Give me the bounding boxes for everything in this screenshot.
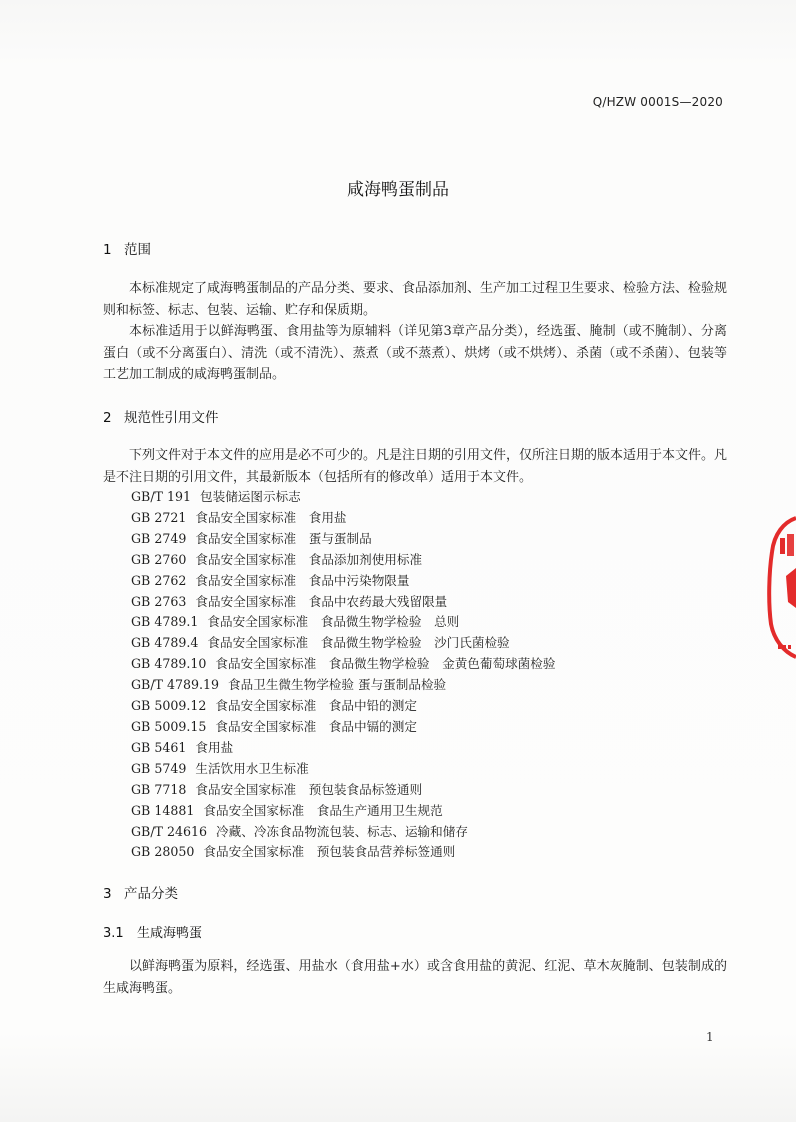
- ref-code: GB/T 24616: [131, 823, 208, 839]
- ref-code: GB 2760: [131, 551, 187, 567]
- subsection-3-1-heading: [103, 922, 202, 941]
- page-title: 咸海鸭蛋制品: [347, 180, 449, 200]
- section-number: 1: [103, 242, 112, 258]
- ref-title: 食品安全国家标准 食用盐: [195, 509, 347, 525]
- ref-title: 食品安全国家标准 食品中铅的测定: [215, 698, 417, 714]
- ref-code: GB 5749: [131, 760, 187, 776]
- ref-title: 食品安全国家标准 食品微生物学检验 沙门氏菌检验: [207, 635, 510, 651]
- ref-title: 食用盐: [195, 739, 234, 755]
- paragraph: 下列文件对于本文件的应用是必不可少的。凡是注日期的引用文件，仅所注日期的版本适用于本文件。凡是不注日期的引用文件，其最新版本（包括所有的修改单）适用于本文件。: [103, 448, 728, 485]
- list-item: [131, 508, 555, 529]
- ref-title: 食品安全国家标准 预包装食品标签通则: [195, 781, 423, 797]
- seal-stamp-icon: [766, 512, 796, 662]
- ref-code: GB 2721: [131, 509, 187, 525]
- section-title: 范围: [124, 242, 151, 258]
- ref-title: 食品安全国家标准 食品微生物学检验 金黄色葡萄球菌检验: [215, 656, 556, 672]
- ref-code: GB 5461: [131, 739, 187, 755]
- section-2-heading: [103, 406, 219, 426]
- section-number: 3: [103, 886, 112, 902]
- ref-title: 食品安全国家标准 食品添加剂使用标准: [195, 551, 423, 567]
- section-1-heading: [103, 238, 151, 258]
- paragraph: 本标准规定了咸海鸭蛋制品的产品分类、要求、食品添加剂、生产加工过程卫生要求、检验方法、检验规则和标签、标志、包装、运输、贮存和保质期。: [103, 281, 728, 318]
- ref-code: GB 14881: [131, 802, 195, 818]
- ref-title: 食品安全国家标准 食品微生物学检验 总则: [207, 614, 460, 630]
- ref-title: 食品安全国家标准 食品中镉的测定: [215, 718, 417, 734]
- list-item: [131, 675, 555, 696]
- list-item: [131, 633, 555, 654]
- subsection-number: 3.1: [103, 926, 124, 941]
- list-item: [131, 717, 555, 738]
- page-number: 1: [706, 1030, 714, 1044]
- section-title: 产品分类: [124, 886, 178, 902]
- ref-code: GB 4789.4: [131, 635, 199, 651]
- list-item: [131, 780, 555, 801]
- ref-code: GB 5009.15: [131, 718, 207, 734]
- ref-code: GB 5009.12: [131, 698, 207, 714]
- ref-title: 食品卫生微生物学检验 蛋与蛋制品检验: [228, 677, 447, 693]
- ref-title: 食品安全国家标准 蛋与蛋制品: [195, 530, 372, 546]
- list-item: [131, 759, 555, 780]
- list-item: [131, 842, 555, 863]
- ref-title: 食品安全国家标准 食品中污染物限量: [195, 572, 410, 588]
- ref-title: 食品安全国家标准 食品生产通用卫生规范: [203, 802, 443, 818]
- list-item: [131, 592, 555, 613]
- list-item: [131, 822, 555, 843]
- paragraph: 以鲜海鸭蛋为原料，经选蛋、用盐水（食用盐+水）或含食用盐的黄泥、红泥、草木灰腌制、包装制成的生咸海鸭蛋。: [103, 959, 727, 996]
- list-item: [131, 696, 555, 717]
- section-number: 2: [103, 410, 112, 426]
- ref-title: 食品安全国家标准 食品中农药最大残留限量: [195, 593, 448, 609]
- list-item: [131, 487, 555, 508]
- list-item: [131, 529, 555, 550]
- ref-title: 食品安全国家标准 预包装食品营养标签通则: [203, 844, 456, 860]
- list-item: [131, 654, 555, 675]
- ref-code: GB 4789.10: [131, 656, 207, 672]
- normative-references-list: [131, 487, 555, 863]
- list-item: [131, 571, 555, 592]
- ref-title: 包装储运图示标志: [200, 489, 301, 504]
- list-item: [131, 612, 555, 633]
- subsection-title: 生咸海鸭蛋: [137, 926, 203, 941]
- ref-code: GB 2763: [131, 593, 187, 609]
- standard-code: Q/HZW 0001S—2020: [592, 95, 723, 109]
- section-title: 规范性引用文件: [124, 410, 219, 426]
- list-item: [131, 550, 555, 571]
- ref-code: GB 2762: [131, 572, 187, 588]
- ref-code: GB 2749: [131, 530, 187, 546]
- ref-code: GB 7718: [131, 781, 187, 797]
- ref-code: GB/T 191: [131, 489, 191, 504]
- ref-code: GB 4789.1: [131, 614, 199, 630]
- ref-code: GB/T 4789.19: [131, 677, 220, 693]
- ref-title: 生活饮用水卫生标准: [195, 760, 309, 776]
- ref-title: 冷藏、冷冻食品物流包装、标志、运输和储存: [216, 823, 468, 839]
- section-3-heading: [103, 882, 178, 902]
- list-item: [131, 738, 555, 759]
- list-item: [131, 801, 555, 822]
- paragraph: 本标准适用于以鲜海鸭蛋、食用盐等为原辅料（详见第3章产品分类），经选蛋、腌制（或不腌制）、分离蛋白（或不分离蛋白）、清洗（或不清洗）、蒸煮（或不蒸煮）、烘烤（或不烘烤）、杀菌（或不杀菌）、包装等工艺加工制成的咸海鸭蛋制品。: [103, 324, 727, 382]
- ref-code: GB 28050: [131, 844, 195, 860]
